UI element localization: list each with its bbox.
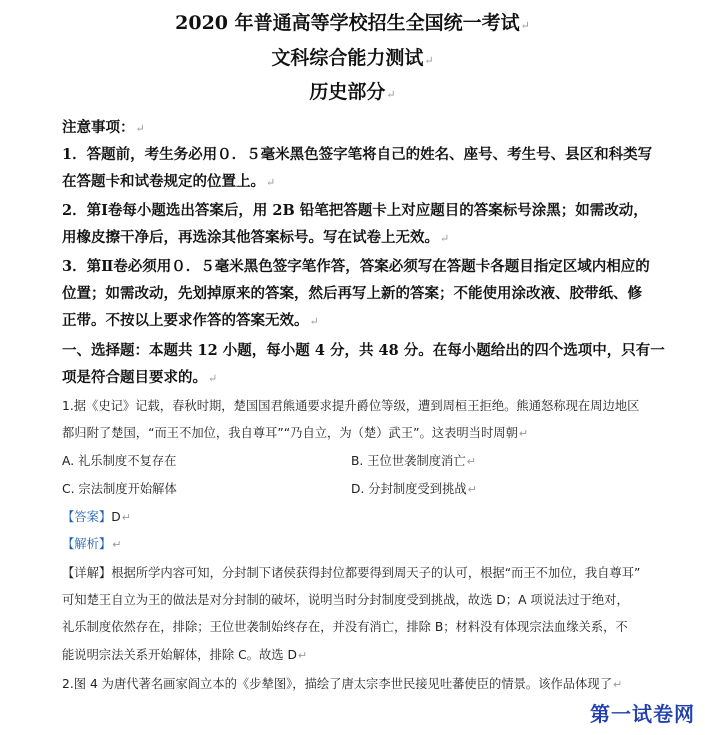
detail-line: 礼乐制度依然存在，排除；王位世袭制始终存在，并没有消亡，排除 B；材料没有体现宗法血缘关系，不 (62, 620, 628, 634)
option-c: C. 宗法制度开始解体 (62, 482, 177, 496)
option-b: B. 王位世袭制度消亡↵ (351, 454, 476, 468)
analysis-tag: 【解析】 (62, 537, 112, 551)
notice-line: 位置；如需改动，先划掉原来的答案，然后再写上新的答案；不能使用涂改液、胶带纸、修 (62, 285, 642, 302)
question-stem: 1.据《史记》记载，春秋时期，楚国国君熊通要求提升爵位等级，遭到周桓王拒绝。熊通怒称现在周边地区 (62, 399, 640, 413)
answer-tag: 【答案】 (62, 510, 112, 524)
answer-value: D (111, 510, 121, 524)
answer-line: 【答案】D↵ (62, 510, 131, 524)
notice-line: 用橡皮擦干净后，再选涂其他答案标号。写在试卷上无效。↵ (62, 229, 450, 246)
site-watermark: 第一试卷网 (590, 702, 695, 726)
option-a: A. 礼乐制度不复存在 (62, 454, 177, 468)
detail-line: 可知楚王自立为王的做法是对分封制的破坏，说明当时分封制度受到挑战，故选 D；A 项说法过于绝对， (62, 593, 629, 607)
notice-line: 2．第Ⅰ卷每小题选出答案后，用 2B 铅笔把答题卡上对应题目的答案标号涂黑；如需改动， (62, 202, 648, 219)
question-stem: 2.图 4 为唐代著名画家阎立本的《步辇图》，描绘了唐太宗李世民接见吐蕃使臣的情景。该作品体现了↵ (62, 677, 623, 691)
notice-line: 3．第Ⅱ卷必须用０．５毫米黑色签字笔作答，答案必须写在答题卡各题目指定区域内相应的 (62, 258, 650, 275)
option-d: D. 分封制度受到挑战↵ (351, 482, 477, 496)
detail-line: 【详解】根据所学内容可知，分封制下诸侯获得封位都要得到周天子的认可，根据“而王不加位，我自尊耳” (62, 566, 641, 580)
analysis-line: 【解析】↵ (62, 537, 122, 551)
detail-tag: 【详解】 (62, 566, 112, 580)
detail-line: 能说明宗法关系开始解体，排除 C。故选 D↵ (62, 648, 308, 662)
notice-heading: 注意事项：↵ (62, 119, 145, 136)
notice-line: 1．答题前，考生务必用０．５毫米黑色签字笔将自己的姓名、座号、考生号、县区和科类写 (62, 146, 653, 163)
section-heading: 项是符合题目要求的。↵ (62, 369, 218, 386)
section-heading: 一、选择题：本题共 12 小题，每小题 4 分，共 48 分。在每小题给出的四个选项中，只有一 (62, 342, 665, 359)
exam-subtitle: 文科综合能力测试↵ (271, 47, 434, 69)
notice-line: 正带。不按以上要求作答的答案无效。↵ (62, 312, 319, 329)
exam-title: 2020 年普通高等学校招生全国统一考试↵ (175, 12, 530, 34)
section-subject-title: 历史部分↵ (309, 81, 396, 103)
question-stem: 都归附了楚国，“而王不加位，我自尊耳”“乃自立，为（楚）武王”。这表明当时周朝↵ (62, 426, 529, 440)
notice-line: 在答题卡和试卷规定的位置上。↵ (62, 173, 276, 190)
